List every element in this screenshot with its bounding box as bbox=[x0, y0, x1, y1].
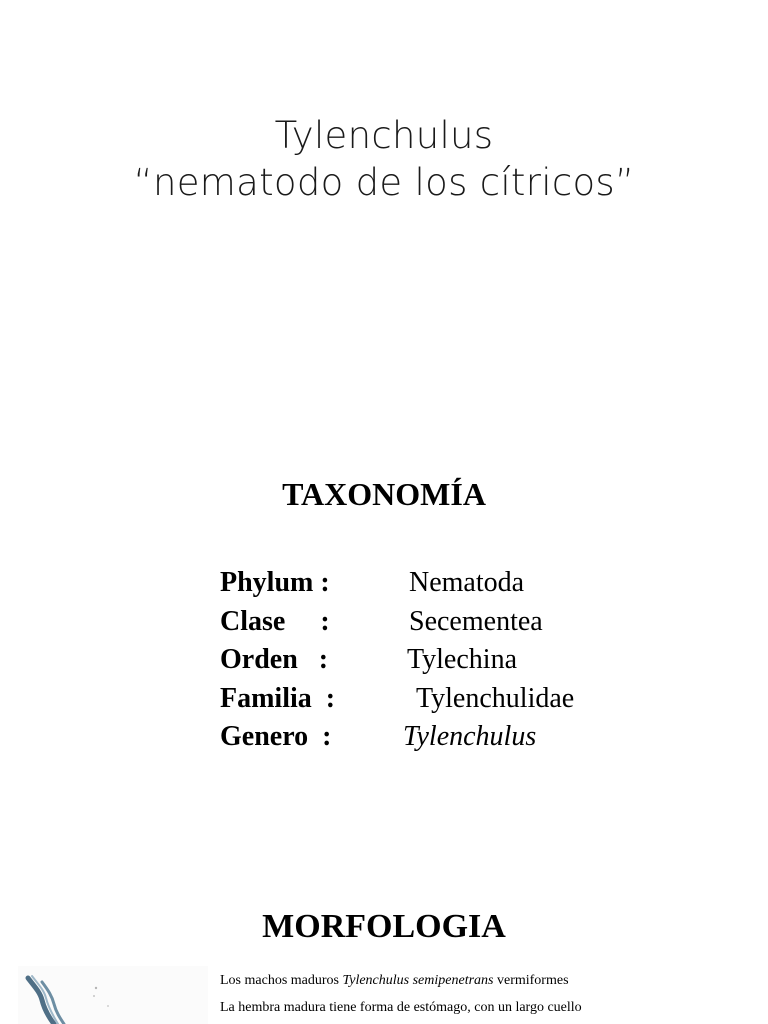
morphology-species-name: Tylenchulus semipenetrans bbox=[342, 973, 494, 988]
taxonomy-heading: TAXONOMÍA bbox=[282, 476, 486, 512]
morphology-heading: MORFOLOGIA bbox=[262, 908, 506, 945]
taxonomy-value: Tylenchulidae bbox=[416, 682, 575, 714]
taxonomy-label: Phylum : bbox=[220, 567, 330, 598]
slide-title bbox=[0, 112, 768, 206]
title-line-common-name: “nematodo de los cítricos” bbox=[133, 161, 635, 204]
taxonomy-value: Secementea bbox=[409, 605, 543, 637]
morphology-text-post: vermiformes bbox=[493, 973, 569, 988]
taxonomy-value: Tylechina bbox=[407, 644, 517, 675]
morphology-text-males bbox=[220, 973, 569, 989]
morphology-text-pre: Los machos maduros bbox=[220, 973, 343, 988]
taxonomy-value: Tylenchulus bbox=[403, 721, 537, 752]
taxonomy-label: Genero : bbox=[220, 721, 332, 752]
taxonomy-value: Nematoda bbox=[409, 567, 525, 598]
title-line-genus: Tylenchulus bbox=[274, 114, 494, 157]
nematode-micrograph-graphic bbox=[18, 966, 208, 1024]
taxonomy-label: Clase : bbox=[220, 605, 330, 637]
morphology-text-females: La hembra madura tiene forma de estómago, con un largo cuello bbox=[220, 1000, 582, 1015]
nematode-micrograph-image bbox=[18, 966, 208, 1024]
taxonomy-label: Familia : bbox=[220, 682, 336, 714]
taxonomy-label: Orden : bbox=[220, 644, 329, 675]
